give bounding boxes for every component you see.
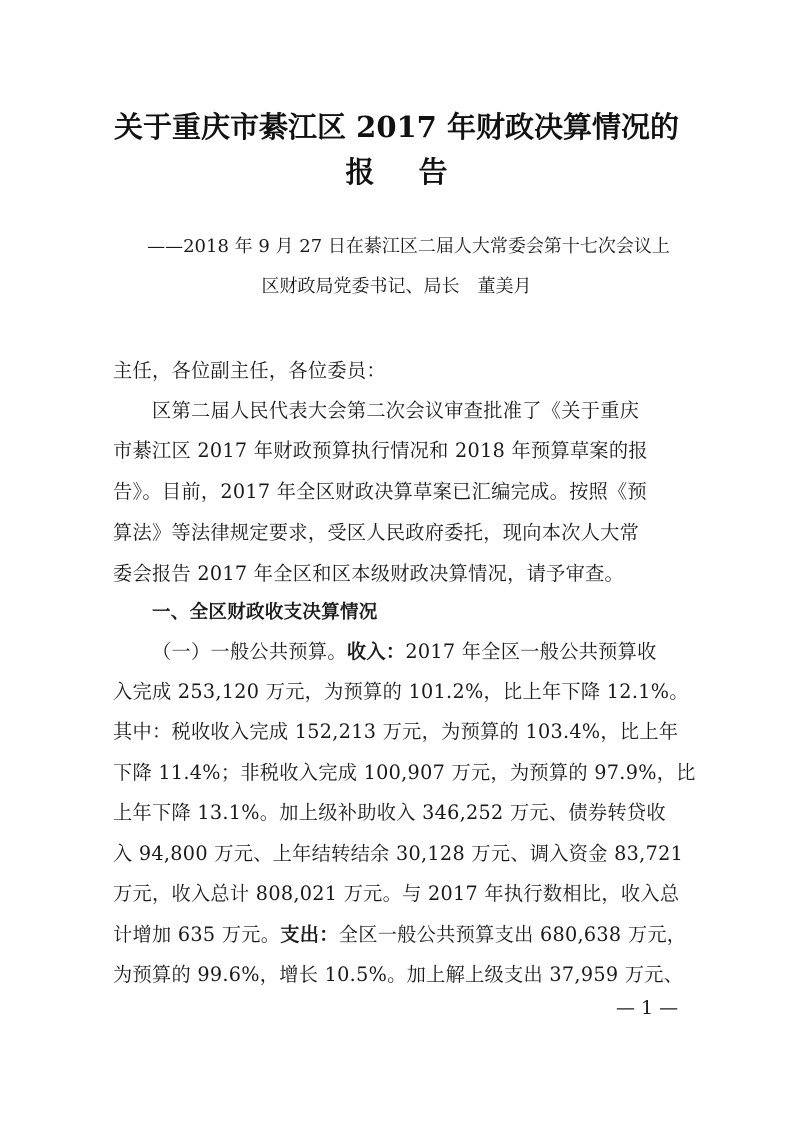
subtitle-meeting: ——2018 年 9 月 27 日在綦江区二届人大常委会第十七次会议上 — [147, 236, 670, 257]
intro-line: 算法》等法律规定要求，受区人民政府委托，现向本次人大常 — [113, 521, 640, 544]
paragraph-line — [152, 637, 722, 664]
intro-line: 告》。目前，2017 年全区财政决算草案已汇编完成。按照《预 — [113, 480, 648, 503]
paragraph-text: 计增加 635 万元。 — [113, 923, 281, 946]
paragraph-line: 上年下降 13.1%。加上级补助收入 346,252 万元、债券转贷收 — [113, 801, 666, 824]
paragraph-text: 2017 年全区一般公共预算收 — [405, 640, 657, 663]
intro-line: 委会报告 2017 年全区和区本级财政决算情况，请予审查。 — [113, 562, 625, 585]
paragraph-line — [113, 920, 687, 947]
paragraph-line: 入 94,800 万元、上年结转结余 30,128 万元、调入资金 83,721 — [113, 842, 684, 865]
income-label: 收入： — [346, 640, 406, 663]
salutation: 主任，各位副主任，各位委员： — [113, 359, 386, 382]
document-title-line1: 关于重庆市綦江区 2017 年财政决算情况的 — [114, 110, 679, 144]
paragraph-text: 全区一般公共预算支出 680,638 万元， — [338, 923, 687, 946]
paragraph-line: 万元，收入总计 808,021 万元。与 2017 年执行数相比，收入总 — [113, 882, 680, 905]
paragraph-line: 下降 11.4%；非税收入完成 100,907 万元，为预算的 97.9%，比 — [113, 761, 696, 784]
paragraph-line: 为预算的 99.6%，增长 10.5%。加上解上级支出 37,959 万元、 — [113, 963, 684, 986]
paragraph-line: 其中：税收收入完成 152,213 万元，为预算的 103.4%，比上年 — [113, 720, 679, 743]
paragraph-line: 入完成 253,120 万元，为预算的 101.2%，比上年下降 12.1%。 — [113, 680, 689, 703]
document-title-line2: 报告 — [345, 155, 492, 189]
expenditure-label: 支出： — [280, 923, 339, 946]
page-number: — 1 — — [616, 997, 679, 1019]
intro-line: 市綦江区 2017 年财政预算执行情况和 2018 年预算草案的报 — [113, 439, 648, 462]
intro-line: 区第二届人民代表大会第二次会议审查批准了《关于重庆 — [152, 399, 640, 422]
subsection-label: （一）一般公共预算。 — [152, 640, 347, 663]
section-heading: 一、全区财政收支决算情况 — [152, 602, 378, 623]
subtitle-speaker: 区财政局党委书记、局长 董美月 — [261, 276, 532, 297]
